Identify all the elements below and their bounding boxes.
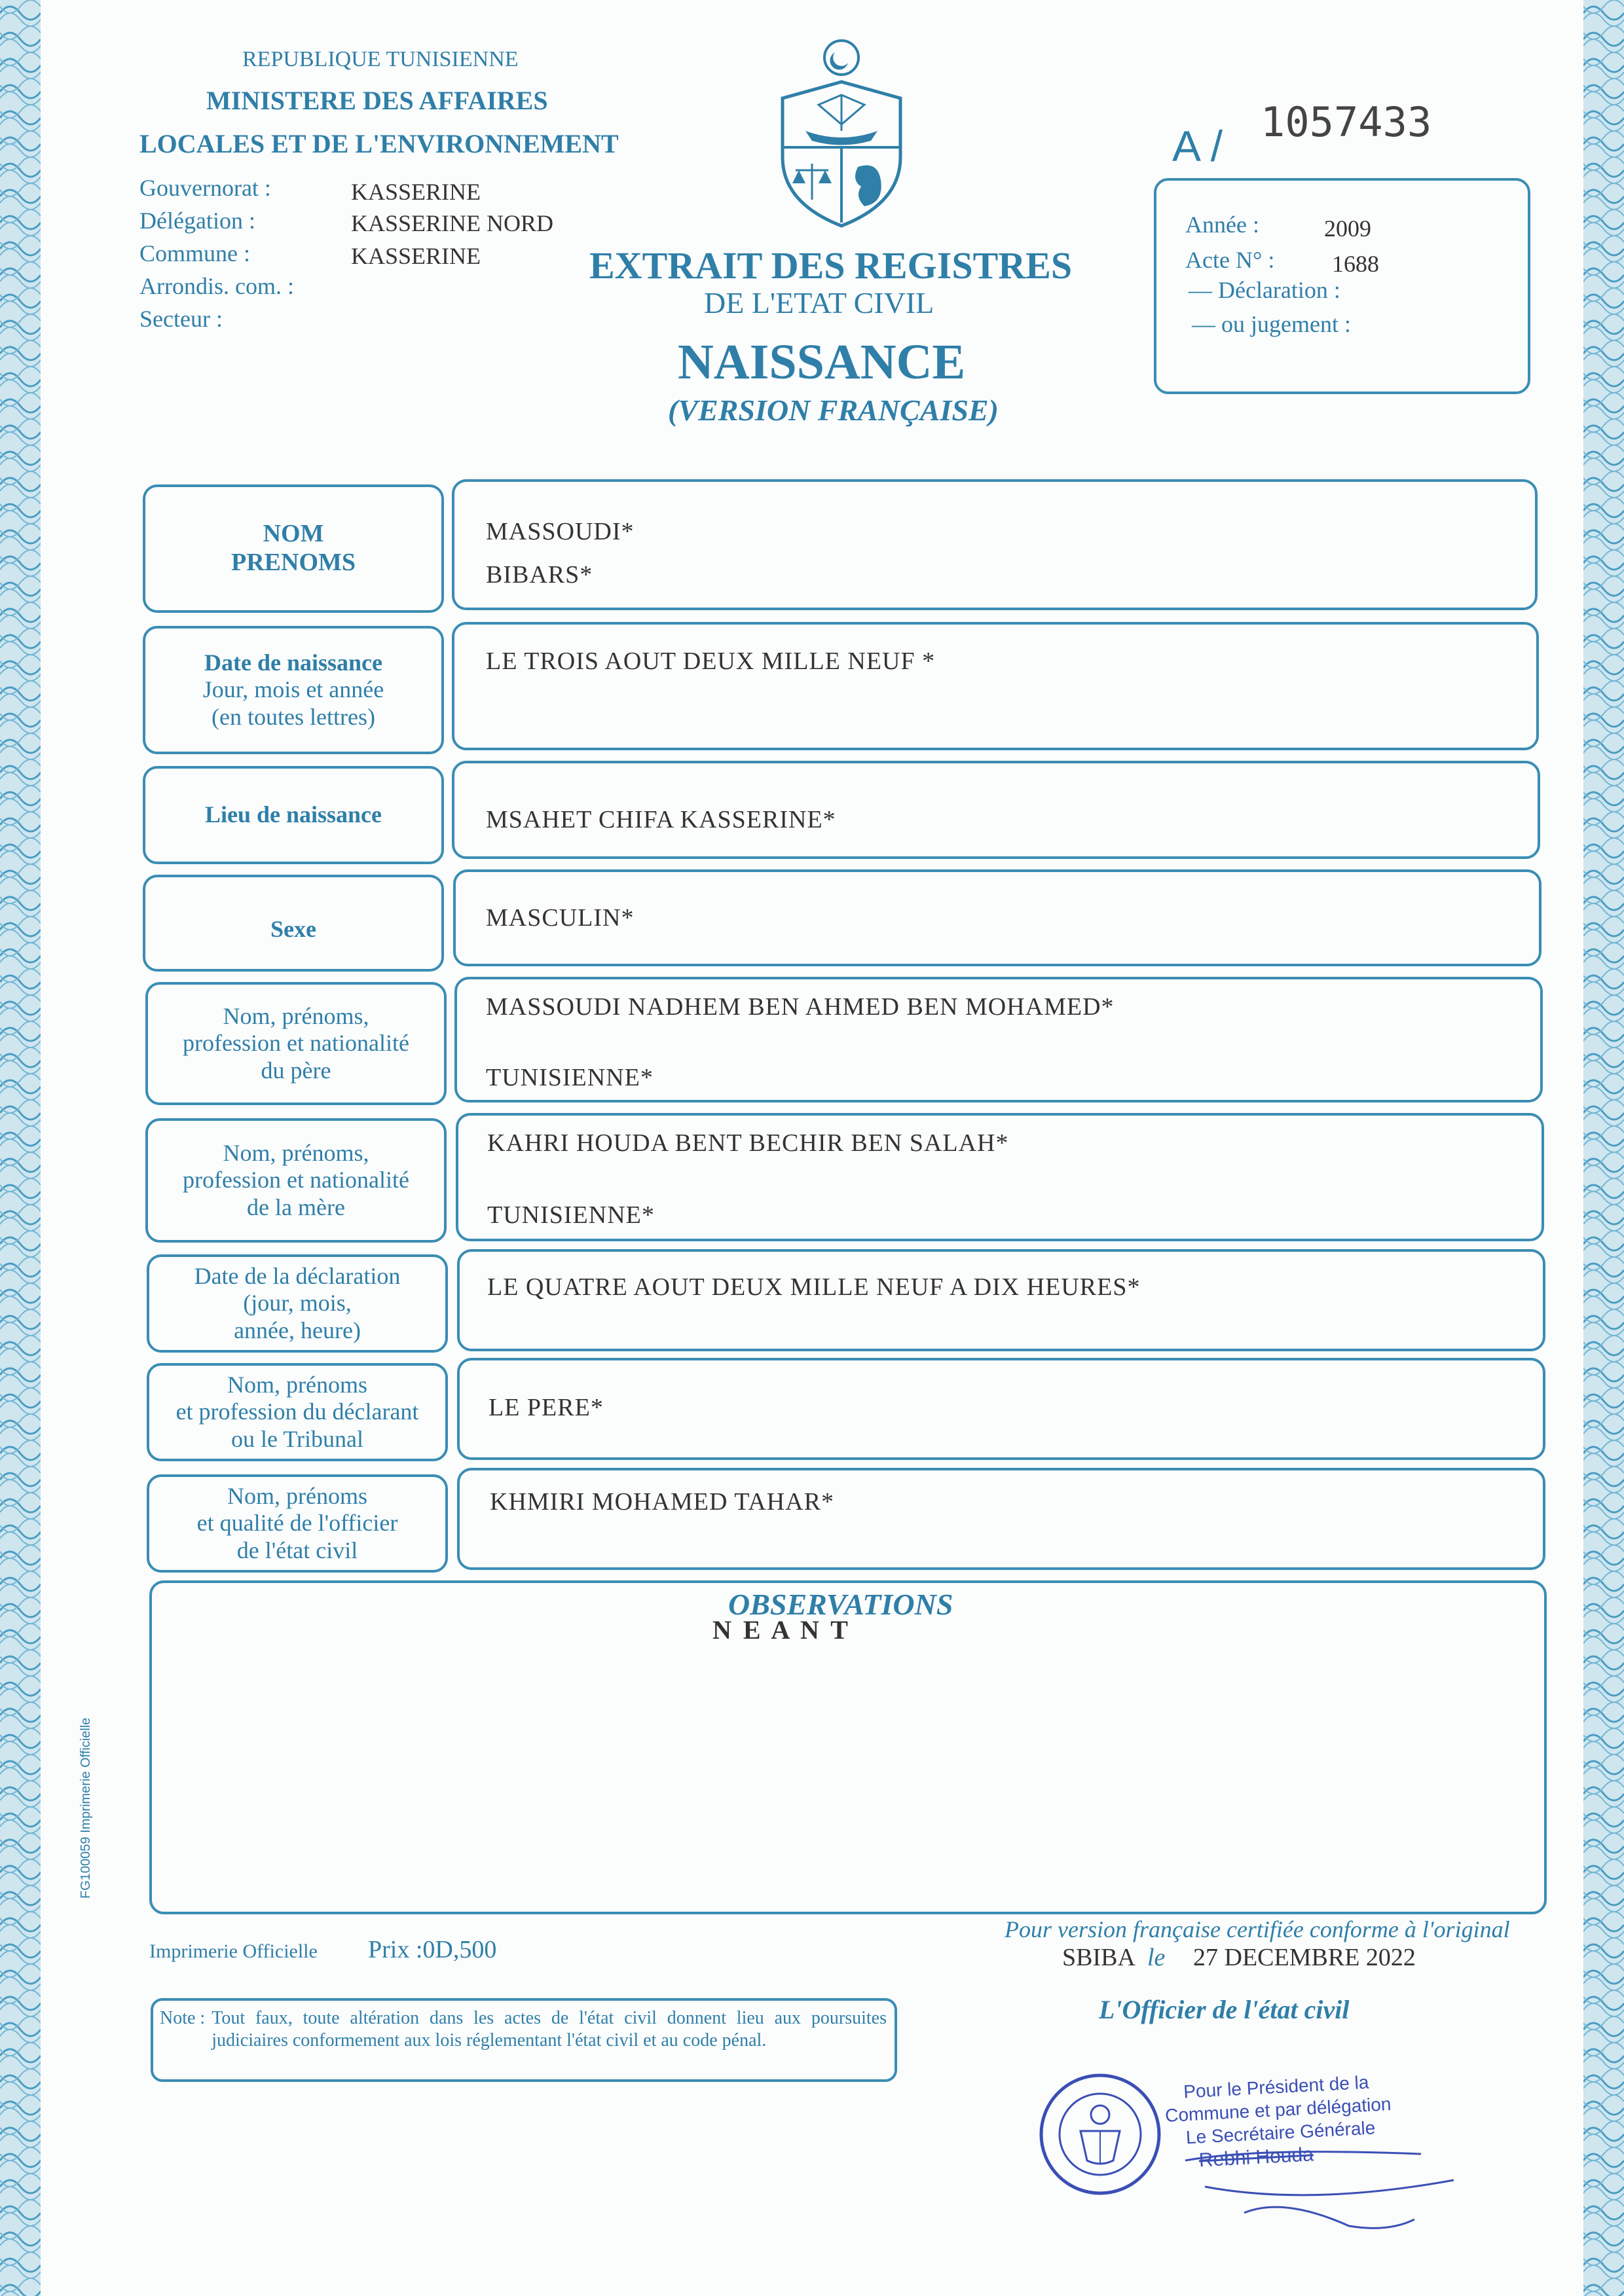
value-nom: MASSOUDI* — [486, 518, 635, 545]
label-declarant — [147, 1363, 448, 1461]
delegation-label: Délégation : — [139, 208, 255, 234]
value-box-date-naissance — [452, 622, 1539, 750]
value-mere-nom: KAHRI HOUDA BENT BECHIR BEN SALAH* — [487, 1129, 1009, 1157]
label-sexe — [143, 875, 444, 972]
label-lieu-naissance — [143, 766, 444, 864]
label-nom-prenoms — [143, 484, 444, 613]
ministry-line-1: MINISTERE DES AFFAIRES — [206, 86, 548, 115]
label-declarant-1: Nom, prénoms — [227, 1371, 367, 1398]
label-date-declaration — [147, 1254, 448, 1353]
label-mere — [145, 1118, 447, 1243]
gouvernorat-label: Gouvernorat : — [139, 175, 271, 201]
label-pere-1: Nom, prénoms, — [223, 1002, 369, 1029]
label-date-naissance-2: Jour, mois et année — [202, 676, 384, 703]
value-box-officier — [457, 1468, 1545, 1570]
note-text: Tout faux, toute altération dans les actes de l'état civil donnent lieu aux poursuites judiciaires conformement aux lois réglementant l'état civil et au code pénal. — [212, 2008, 887, 2050]
left-guilloche-border — [0, 0, 41, 2296]
value-officier: KHMIRI MOHAMED TAHAR* — [490, 1488, 835, 1516]
label-declarant-2: et profession du déclarant — [175, 1398, 419, 1425]
annee-label: Année : — [1185, 211, 1259, 238]
coat-of-arms-emblem — [773, 33, 910, 229]
official-round-stamp — [1035, 2069, 1166, 2200]
title-naissance: NAISSANCE — [678, 335, 966, 390]
serial-prefix: A / — [1172, 122, 1223, 170]
value-box-declarant — [457, 1358, 1545, 1460]
label-date-declaration-2: (jour, mois, — [243, 1290, 352, 1317]
label-date-naissance-3: (en toutes lettres) — [212, 703, 375, 730]
label-officier-2: et qualité de l'officier — [196, 1510, 398, 1537]
title-version-francaise: (VERSION FRANÇAISE) — [668, 393, 999, 427]
stamp-line-2: Commune et par délégation — [1164, 2094, 1392, 2126]
side-print-code: FG100059 Imprimerie Officielle — [79, 1717, 93, 1899]
legal-note — [160, 2007, 887, 2051]
label-pere — [145, 982, 447, 1105]
value-mere-nationalite: TUNISIENNE* — [487, 1201, 655, 1229]
acte-number-label: Acte N° : — [1185, 247, 1275, 273]
label-prenoms: PRENOMS — [231, 549, 356, 576]
observations-value: N E A N T — [712, 1615, 851, 1645]
declaration-label: — Déclaration : — [1189, 277, 1340, 303]
label-date-naissance — [143, 626, 444, 754]
annee-value: 2009 — [1324, 215, 1371, 242]
value-pere-nom: MASSOUDI NADHEM BEN AHMED BEN MOHAMED* — [486, 993, 1115, 1021]
label-mere-2: profession et nationalité — [183, 1167, 409, 1194]
stamp-line-4: Rebhi Houda — [1198, 2143, 1314, 2172]
label-declarant-3: ou le Tribunal — [231, 1425, 364, 1452]
acte-number-value: 1688 — [1332, 251, 1379, 277]
arrondissement-label: Arrondis. com. : — [139, 273, 294, 299]
value-pere-nationalite: TUNISIENNE* — [486, 1064, 654, 1091]
le-label: le — [1147, 1944, 1166, 1971]
ministry-line-2: LOCALES ET DE L'ENVIRONNEMENT — [139, 129, 619, 158]
value-date-declaration: LE QUATRE AOUT DEUX MILLE NEUF A DIX HEURES* — [487, 1273, 1141, 1301]
label-date-declaration-1: Date de la déclaration — [194, 1262, 401, 1289]
label-date-naissance-1: Date de naissance — [204, 649, 382, 676]
value-sexe: MASCULIN* — [486, 904, 635, 932]
commune-label: Commune : — [139, 240, 250, 266]
commune-value: KASSERINE — [351, 243, 481, 269]
label-mere-1: Nom, prénoms, — [223, 1139, 369, 1166]
stamp-line-3: Le Secrétaire Générale — [1185, 2117, 1376, 2148]
secteur-label: Secteur : — [139, 306, 223, 332]
note-prefix: Note : — [160, 2008, 206, 2028]
stamp-line-1: Pour le Président de la — [1183, 2071, 1370, 2102]
serial-number: 1057433 — [1261, 98, 1432, 146]
label-pere-3: du père — [261, 1057, 331, 1084]
officier-signature-title: L'Officier de l'état civil — [1099, 1995, 1350, 2024]
jugement-label: — ou jugement : — [1192, 311, 1351, 337]
value-prenoms: BIBARS* — [486, 561, 593, 589]
value-lieu-naissance: MSAHET CHIFA KASSERINE* — [486, 806, 836, 833]
delegation-value: KASSERINE NORD — [351, 210, 554, 236]
certification-text: Pour version française certifiée conforme à l'original — [1005, 1916, 1510, 1942]
label-nom: NOM — [263, 520, 324, 548]
observations-title: OBSERVATIONS — [728, 1588, 953, 1621]
handwritten-signature — [1179, 2134, 1467, 2239]
value-declarant: LE PERE* — [489, 1394, 604, 1421]
republic-heading: REPUBLIQUE TUNISIENNE — [242, 47, 519, 71]
title-etat-civil: DE L'ETAT CIVIL — [704, 286, 934, 319]
imprimerie-label: Imprimerie Officielle — [149, 1941, 318, 1962]
label-officier-3: de l'état civil — [236, 1537, 358, 1563]
title-extrait: EXTRAIT DES REGISTRES — [589, 244, 1073, 287]
label-pere-2: profession et nationalité — [183, 1030, 409, 1057]
label-sexe-text: Sexe — [270, 916, 316, 943]
gouvernorat-value: KASSERINE — [351, 179, 481, 205]
label-mere-3: de la mère — [247, 1194, 345, 1220]
value-date-naissance: LE TROIS AOUT DEUX MILLE NEUF * — [486, 647, 936, 675]
certification-place: SBIBA — [1062, 1944, 1135, 1971]
label-lieu-naissance-text: Lieu de naissance — [204, 801, 382, 828]
certification-date: 27 DECEMBRE 2022 — [1193, 1944, 1416, 1971]
label-officier — [147, 1474, 448, 1573]
label-officier-1: Nom, prénoms — [227, 1482, 367, 1509]
prix-label: Prix :0D,500 — [368, 1936, 497, 1963]
right-guilloche-border — [1583, 0, 1624, 2296]
label-date-declaration-3: année, heure) — [234, 1317, 361, 1343]
